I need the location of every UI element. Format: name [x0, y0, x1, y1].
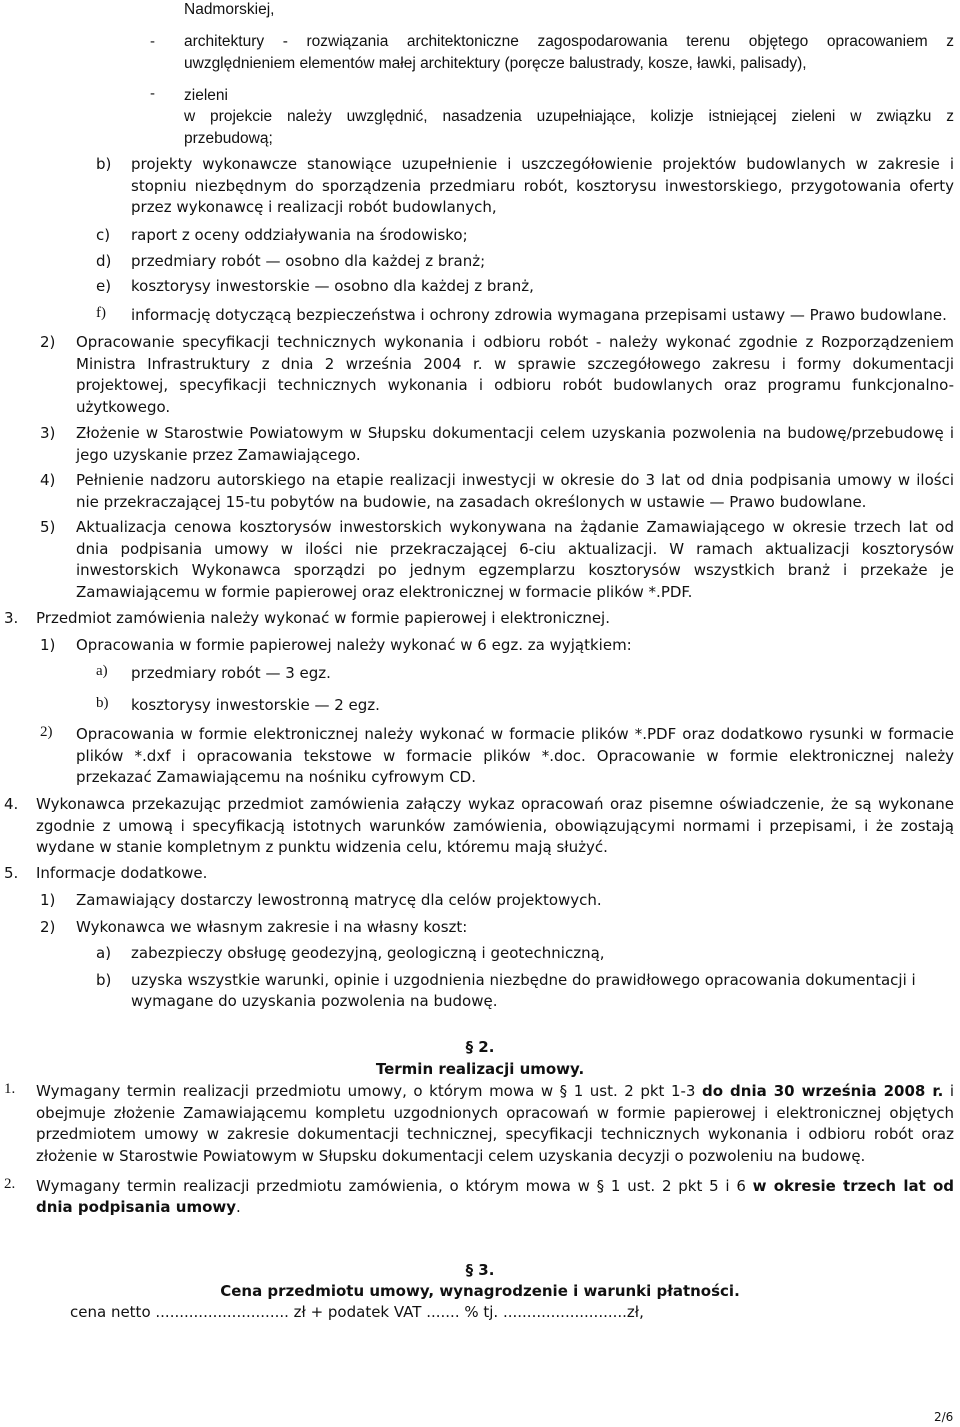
point-label: 2): [40, 724, 53, 740]
item-label: c): [96, 226, 111, 244]
point-label: 2): [40, 918, 56, 936]
point-5-text: Zamawiającemu w formie papierowej oraz elektronicznej w formacie plików *.PDF.: [76, 583, 693, 601]
section-4-text: zgodnie z umową i specyfikacją istotnych warunków zamówienia, obowiązującymi normami i przepisami, i że zostają: [36, 817, 954, 835]
section-3-item-a: przedmiary robót — 3 egz.: [131, 664, 331, 682]
chapter-2-paragraph-1: przedmiotem umowy w zakresie dokumentacji technicznej, specyfikacji technicznych wykonania i odbioru robót oraz: [36, 1125, 954, 1143]
section-label: 5.: [4, 864, 19, 882]
chapter-2-paragraph-1: obejmuje złożenie Zamawiającemu kompletu uzgodnionych opracowań w formie papierowej i elektronicznej objętych: [36, 1104, 954, 1122]
item-e-text: kosztorysy inwestorskie — osobno dla każdej z branż,: [131, 277, 534, 295]
item-b-text: przez wykonawcę i realizacji robót budowlanych,: [131, 198, 497, 216]
item-label: f): [96, 305, 106, 321]
point-3-text: jego uzyskanie przez Zamawiającego.: [76, 446, 361, 464]
item-b-text: projekty wykonawcze stanowiące uzupełnienie i uszczegółowienie projektów budowlanych w zakresie i: [131, 155, 954, 173]
chapter-3-number: § 3.: [465, 1261, 495, 1279]
item-c-text: raport z oceny oddziaływania na środowisko;: [131, 226, 468, 244]
section-5-item-b: uzyska wszystkie warunki, opinie i uzgodnienia niezbędne do prawidłowego opracowania dokumentacji i: [131, 971, 916, 989]
item-label: b): [96, 155, 112, 173]
chapter-3-title: Cena przedmiotu umowy, wynagrodzenie i warunki płatności.: [220, 1282, 740, 1300]
item-d-text: przedmiary robót — osobno dla każdej z branż;: [131, 252, 486, 270]
intro-greenery-line: przebudową;: [184, 130, 273, 147]
item-label: e): [96, 277, 112, 295]
point-4-text: Pełnienie nadzoru autorskiego na etapie realizacji inwestycji w okresie do 3 lat od dnia podpisania umowy w ilości: [76, 471, 954, 489]
section-5-point-1: Zamawiający dostarczy lewostronną matrycę dla celów projektowych.: [76, 891, 602, 909]
point-4-text: nie przekraczającej 15-tu pobytów na budowie, na zasadach określonych w ustawie — Prawo budowlane.: [76, 493, 867, 511]
point-label: 4): [40, 471, 56, 489]
section-3-point-2: Opracowania w formie elektronicznej należy wykonać w formacie plików *.PDF oraz dodatkowo rysunki w formacie: [76, 725, 954, 743]
item-b-text: stopniu niezbędnym do sporządzenia przedmiaru robót, kosztorysu inwestorskiego, przygotowania oferty: [131, 177, 954, 195]
intro-architecture-line: architektury - rozwiązania architektoniczne zagospodarowania terenu objętego opracowaniem z: [184, 33, 954, 50]
section-3-item-b: kosztorysy inwestorskie — 2 egz.: [131, 696, 380, 714]
point-label: 1): [40, 636, 56, 654]
item-f-text: informację dotyczącą bezpieczeństwa i ochrony zdrowia wymagana przepisami ustawy — Prawo budowlane.: [131, 306, 947, 324]
point-5-text: dnia podpisania umowy w ilości nie przekraczającej 6-ciu aktualizacji. W ramach aktualizacji kosztorysów: [76, 540, 954, 558]
section-3-text: Przedmiot zamówienia należy wykonać w formie papierowej i elektronicznej.: [36, 609, 610, 627]
paragraph-label: 1.: [4, 1081, 16, 1097]
point-2-text: użytkowego.: [76, 398, 171, 416]
chapter-2-number: § 2.: [465, 1038, 495, 1056]
point-label: 1): [40, 891, 56, 909]
section-5-item-a: zabezpieczy obsługę geodezyjną, geologiczną i geotechniczną,: [131, 944, 605, 962]
price-line: cena netto ............................ zł + podatek VAT ....... % tj. ..........................zł,: [70, 1303, 644, 1321]
section-5-point-2: Wykonawca we własnym zakresie i na własny koszt:: [76, 918, 468, 936]
item-label: d): [96, 252, 112, 270]
section-4-text: Wykonawca przekazując przedmiot zamówienia załączy wykaz opracowań oraz pisemne oświadczenie, że są wykonane: [36, 795, 954, 813]
section-5-title: Informacje dodatkowe.: [36, 864, 208, 882]
point-label: 2): [40, 333, 56, 351]
section-4-text: wydane w stanie kompletnym z punktu widzenia celu, któremu mają służyć.: [36, 838, 608, 856]
chapter-2-paragraph-1: złożenie w Starostwie Powiatowym w Słupsku dokumentacji celem uzyskania decyzji o pozwoleniu na budowę.: [36, 1147, 866, 1165]
section-5-item-b: wymagane do uzyskania pozwolenia na budowę.: [131, 992, 498, 1010]
page-number: 2/6: [934, 1410, 954, 1424]
item-label: b): [96, 695, 109, 711]
section-3-point-2: przekazać Zamawiającemu na nośniku cyfrowym CD.: [76, 768, 476, 786]
intro-greenery-line: zieleni: [184, 87, 228, 104]
point-5-text: Aktualizacja cenowa kosztorysów inwestorskich wykonywana na żądanie Zamawiającego w okresie trzech lat od: [76, 518, 954, 536]
item-label: a): [96, 663, 108, 679]
section-3-point-2: plików *.dxf i opracowania tekstowe w formacie plików *.doc. Opracowanie w formie elektronicznej należy: [76, 747, 954, 765]
point-5-text: inwestorskich Wykonawca sporządzi po jednym egzemplarzu kosztorysów wszystkich branż i przekaże je: [76, 561, 954, 579]
item-label: a): [96, 944, 112, 962]
point-label: 5): [40, 518, 56, 536]
dash-bullet: -: [150, 33, 155, 50]
section-label: 4.: [4, 795, 19, 813]
item-label: b): [96, 971, 112, 989]
point-2-text: Opracowanie specyfikacji technicznych wykonania i odbioru robót - należy wykonać zgodnie z Rozporządzeniem: [76, 333, 954, 351]
intro-architecture-line: uwzględnieniem elementów małej architektury (poręcze balustrady, kosze, ławki, palisady),: [184, 55, 807, 72]
dash-bullet: -: [150, 85, 155, 102]
intro-nadmorskiej: Nadmorskiej,: [184, 1, 275, 18]
chapter-2-paragraph-1: Wymagany termin realizacji przedmiotu umowy, o którym mowa w § 1 ust. 2 pkt 1-3 do dnia 30 września 2008 r. i: [36, 1082, 954, 1100]
chapter-2-title: Termin realizacji umowy.: [375, 1060, 585, 1078]
chapter-2-paragraph-2: dnia podpisania umowy.: [36, 1198, 241, 1216]
point-label: 3): [40, 424, 56, 442]
intro-greenery-line: w projekcie należy uwzględnić, nasadzenia uzupełniające, kolizje istniejącej zieleni w związku z: [184, 108, 954, 125]
section-label: 3.: [4, 609, 19, 627]
point-2-text: Ministra Infrastruktury z dnia 2 września 2004 r. w sprawie szczegółowego zakresu i formy dokumentacji: [76, 355, 954, 373]
point-3-text: Złożenie w Starostwie Powiatowym w Słupsku dokumentacji celem uzyskania pozwolenia na budowę/przebudowę i: [76, 424, 954, 442]
section-3-point-1: Opracowania w formie papierowej należy wykonać w 6 egz. za wyjątkiem:: [76, 636, 632, 654]
paragraph-label: 2.: [4, 1176, 16, 1192]
chapter-2-paragraph-2: Wymagany termin realizacji przedmiotu zamówienia, o którym mowa w § 1 ust. 2 pkt 5 i 6 w okresie trzech lat od: [36, 1177, 955, 1195]
point-2-text: projektowej, specyfikacji technicznych wykonania i odbioru robót budowlanych oraz programu funkcjonalno-: [76, 376, 954, 394]
